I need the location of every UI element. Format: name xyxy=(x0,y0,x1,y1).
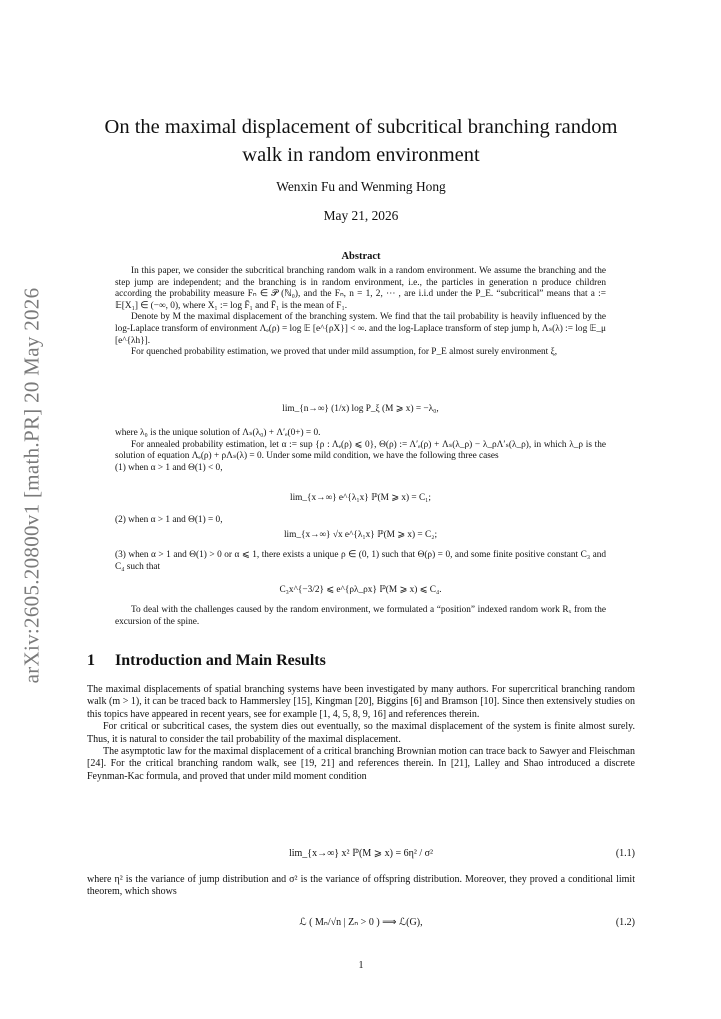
body-paragraph-2: For critical or subcritical cases, the system dies out eventually, so the maximal displacement of the system is finite almost surely. Thus, it is natural to consider the tail probability of the maximal displacement. xyxy=(87,721,635,745)
abstract-case-2: (2) when α > 1 and Θ(1) = 0, xyxy=(115,515,223,525)
equation-1-2: ℒ ( Mₙ/√n | Zₙ > 0 ) ⟹ ℒ(G), xyxy=(299,917,423,928)
abstract-equation-3: lim_{x→∞} √x e^{λ₁x} ℙ(M ⩾ x) = C₂; xyxy=(283,530,438,540)
body-block-1 xyxy=(87,684,635,783)
abstract-equation-4: C₃x^{−3/2} ⩽ e^{ρλ_ρx} ℙ(M ⩾ x) ⩽ C₄. xyxy=(279,585,442,595)
section-heading xyxy=(87,652,326,670)
paper-title: On the maximal displacement of subcritical branching random walk in random environment xyxy=(104,116,618,166)
abstract-paragraph-4: where λ₀ is the unique solution of Λₛ(λ₀) + Λ′ₑ(0+) = 0. xyxy=(115,428,321,438)
abstract-block-3 xyxy=(115,515,606,527)
arxiv-sidebar xyxy=(12,285,52,685)
abstract-block-5 xyxy=(115,605,606,628)
abstract-equation-2: lim_{x→∞} e^{λ₁x} ℙ(M ⩾ x) = C₁; xyxy=(290,493,431,503)
body-paragraph-4: where η² is the variance of jump distribution and σ² is the variance of offspring distribution. Moreover, they proved a conditional limit theorem, which shows xyxy=(87,874,635,898)
equation-1-1: lim_{x→∞} x² ℙ(M ⩾ x) = 6η² / σ² xyxy=(288,848,434,859)
arxiv-identifier[interactable]: arXiv:2605.20800v1 [math.PR] 20 May 2026 xyxy=(19,287,44,683)
abstract-case-1: (1) when α > 1 and Θ(1) < 0, xyxy=(115,462,223,473)
abstract-heading: Abstract xyxy=(341,251,381,262)
date: May 21, 2026 xyxy=(323,208,399,223)
section-number: 1 xyxy=(87,652,95,669)
abstract-paragraph-3: For quenched probability estimation, we proved that under mild assumption, for P_E almost surely environment ξ, xyxy=(131,347,558,358)
body-paragraph-1: The maximal displacements of spatial branching systems have been investigated by many authors. For supercritical branching random walk (m > 1), it can be traced back to Hammersley [15], Kingman [20], Biggins [6] and Bramson [10]. Since then extensively studies on this topics have appeared in recent years, see for example [1, 4, 5, 8, 9, 16] and references therein. xyxy=(87,684,635,720)
abstract-block-1 xyxy=(115,266,606,359)
page-number: 1 xyxy=(358,960,364,971)
abstract-case-3: (3) when α > 1 and Θ(1) > 0 or α ⩽ 1, there exists a unique ρ ∈ (0, 1) such that Θ(ρ) = 0, and some finite positive constant C₃ and C₄ such that xyxy=(115,550,606,572)
abstract-paragraph-1: In this paper, we consider the subcritical branching random walk in a random environment. We assume the branching and the step jump are independent; and the branching is in random environment, i.e., the particles in generation n produce children according the probability measure Fₙ ∈ 𝒫 (ℕ₀), and the Fₙ, n = 1, 2, ⋯ , are i.i.d under the P_E. “subcritical” means that a := 𝔼[X₁] ∈ (−∞, 0), where X₁ := log F̄₁ and F̄₁ is the mean of F₁. xyxy=(115,266,606,311)
authors: Wenxin Fu and Wenming Hong xyxy=(276,179,446,194)
body-paragraph-3: The asymptotic law for the maximal displacement of a critical branching Brownian motion can trace back to Sawyer and Fleischman [24]. For the critical branching random walk, see [19, 21] and references therein. In [21], Lalley and Shao introduced a discrete Feynman-Kac formula, and proved that under mild moment condition xyxy=(87,746,635,782)
abstract-equation-1: lim_{n→∞} (1/x) log P_ξ (M ⩾ x) = −λ₀, xyxy=(282,404,439,414)
body-block-2 xyxy=(87,874,635,899)
equation-1-2-tag: (1.2) xyxy=(615,917,635,928)
section-title: Introduction and Main Results xyxy=(115,652,326,669)
abstract-paragraph-6: To deal with the challenges caused by the random environment, we formulated a “position” indexed random work Rₓ from the excursion of the spine. xyxy=(115,605,606,627)
abstract-paragraph-2: Denote by M the maximal displacement of the branching system. We find that the tail probability is heavily influenced by the log-Laplace transform of environment Λₑ(ρ) = log 𝔼 [e^{ρX}] < ∞. and the log-Laplace transform of step jump h, Λₛ(λ) := log 𝔼_μ [e^{λh}]. xyxy=(115,312,606,346)
abstract-block-2 xyxy=(115,428,606,474)
equation-1-1-tag: (1.1) xyxy=(615,848,635,859)
abstract-block-4 xyxy=(115,550,606,573)
abstract-paragraph-5: For annealed probability estimation, let α := sup {ρ : Λₑ(ρ) ⩽ 0}, Θ(ρ) := Λ′ₑ(ρ) + Λₛ(λ_ρ) − λ_ρΛ′ₛ(λ_ρ), in which λ_ρ is the solution of equation Λₑ(ρ) + ρΛₛ(λ) = 0. Under some mild condition, we have the following three cases xyxy=(115,439,606,462)
